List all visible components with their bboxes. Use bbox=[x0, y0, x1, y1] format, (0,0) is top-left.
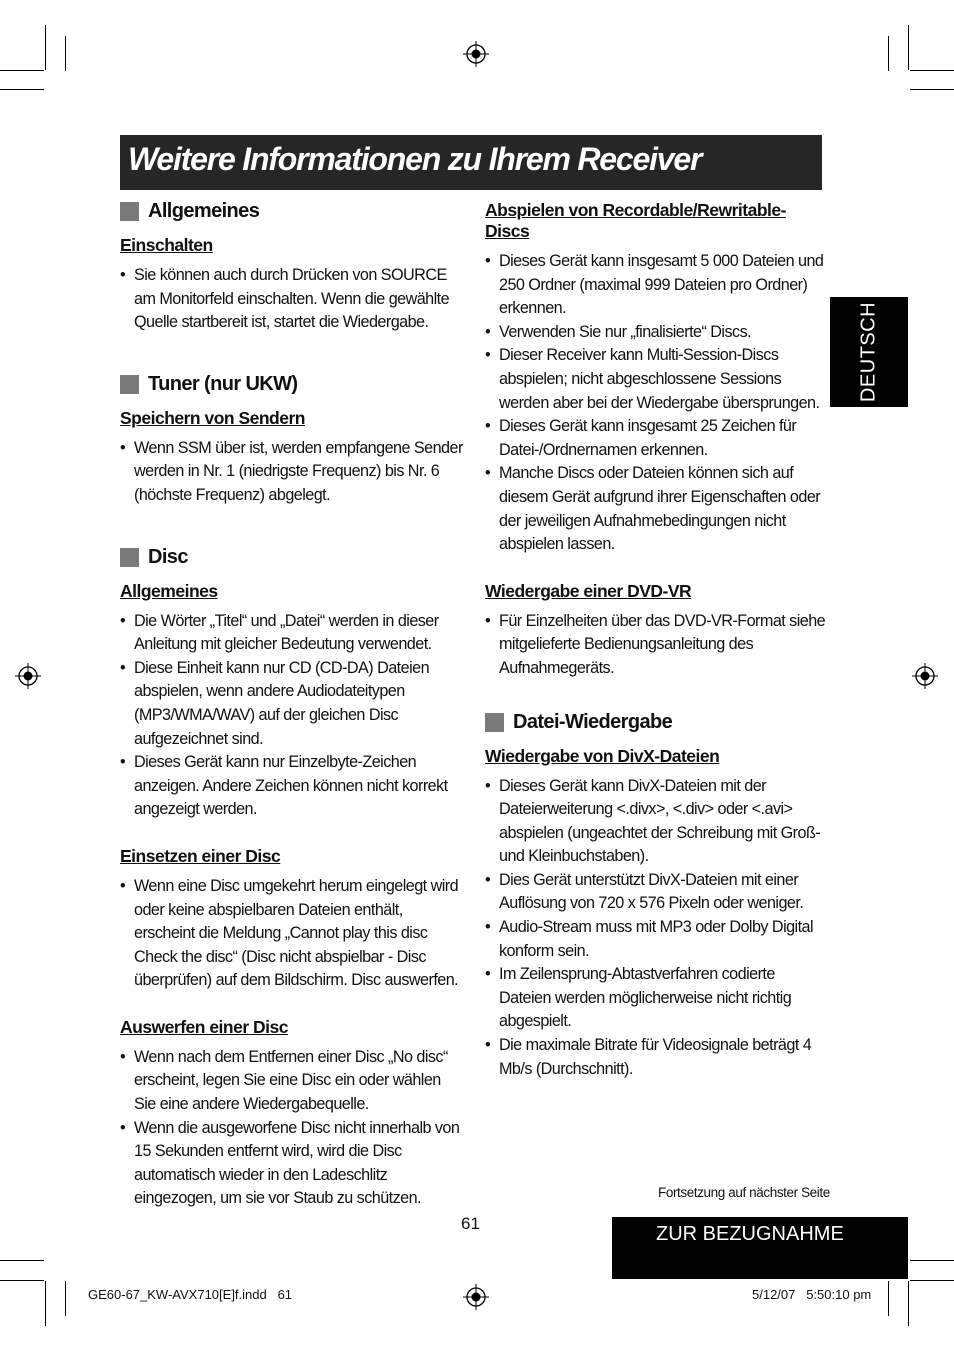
list-item: • Dieser Receiver kann Multi-Session-Discs abspielen; nicht abgeschlossene Sessions werden aber bei der Wiedergabe übersprungen. bbox=[485, 344, 830, 415]
bullet-list bbox=[120, 264, 465, 335]
bullet-list bbox=[485, 775, 830, 1082]
list-item: • Verwenden Sie nur „finalisierte“ Discs. bbox=[485, 321, 830, 345]
registration-mark-icon bbox=[912, 663, 938, 689]
crop-mark bbox=[910, 89, 954, 90]
list-item: • Die Wörter „Titel“ und „Datei“ werden in dieser Anleitung mit gleicher Bedeutung verwendet. bbox=[120, 610, 465, 657]
list-item: • Audio-Stream muss mit MP3 oder Dolby Digital konform sein. bbox=[485, 916, 830, 963]
list-item: • Wenn die ausgeworfene Disc nicht innerhalb von 15 Sekunden entfernt wird, wird die Disc automatisch wieder in den Ladeschlitz eingezogen, um sie vor Staub zu schützen. bbox=[120, 1117, 465, 1211]
registration-mark-icon bbox=[463, 41, 489, 67]
left-column bbox=[120, 200, 465, 1235]
right-column bbox=[485, 200, 830, 1105]
crop-mark bbox=[65, 36, 66, 71]
crop-mark bbox=[45, 25, 46, 70]
registration-mark-icon bbox=[463, 1284, 489, 1310]
section-heading-disc: Disc bbox=[120, 546, 465, 569]
subheading-einschalten: Einschalten bbox=[120, 235, 213, 255]
subheading-dvdvr: Wiedergabe einer DVD-VR bbox=[485, 580, 692, 601]
registration-mark-icon bbox=[15, 663, 41, 689]
language-tab-label: DEUTSCH bbox=[857, 301, 880, 403]
section-heading-datei: Datei-Wiedergabe bbox=[485, 711, 830, 734]
subheading-speichern: Speichern von Sendern bbox=[120, 407, 305, 428]
reference-tab-label: ZUR BEZUGNAHME bbox=[656, 1223, 844, 1245]
subheading-einsetzen: Einsetzen einer Disc bbox=[120, 845, 281, 866]
crop-mark bbox=[45, 1281, 46, 1326]
reference-tab bbox=[612, 1217, 908, 1279]
list-item: • Dieses Gerät kann insgesamt 25 Zeichen für Datei-/Ordnernamen erkennen. bbox=[485, 415, 830, 462]
list-item: • Im Zeilensprung-Abtastverfahren codierte Dateien werden möglicherweise nicht richtig abgespielt. bbox=[485, 963, 830, 1034]
crop-mark bbox=[908, 1281, 909, 1326]
bullet-list bbox=[120, 437, 465, 508]
list-item: • Dieses Gerät kann insgesamt 5 000 Dateien und 250 Ordner (maximal 999 Dateien pro Ordner) erkennen. bbox=[485, 250, 830, 321]
crop-mark bbox=[0, 70, 44, 71]
list-item: • Sie können auch durch Drücken von SOURCE am Monitorfeld einschalten. Wenn die gewählte Quelle startbereit ist, startet die Wiedergabe. bbox=[120, 264, 465, 335]
crop-mark bbox=[0, 1280, 44, 1281]
subheading-recordable: Abspielen von Recordable/Rewritable-Discs bbox=[485, 200, 786, 241]
bullet-list bbox=[485, 250, 830, 557]
crop-mark bbox=[910, 70, 954, 71]
page-title: Weitere Informationen zu Ihrem Receiver bbox=[128, 141, 702, 177]
crop-mark bbox=[888, 36, 889, 71]
crop-mark bbox=[910, 1260, 954, 1261]
list-item: • Manche Discs oder Dateien können sich auf diesem Gerät aufgrund ihrer Eigenschaften oder der jeweiligen Aufnahmebedingungen nicht abspielen lassen. bbox=[485, 462, 830, 556]
list-item: • Für Einzelheiten über das DVD-VR-Format siehe mitgelieferte Bedienungsanleitung des Aufnahmegeräts. bbox=[485, 610, 830, 681]
crop-mark bbox=[910, 1280, 954, 1281]
list-item: • Dieses Gerät kann nur Einzelbyte-Zeichen anzeigen. Andere Zeichen können nicht korrekt angezeigt werden. bbox=[120, 751, 465, 822]
section-square-icon bbox=[120, 375, 139, 394]
subheading-auswerfen: Auswerfen einer Disc bbox=[120, 1016, 288, 1037]
list-item: • Diese Einheit kann nur CD (CD-DA) Dateien abspielen, wenn andere Audiodateitypen (MP3/WMA/WAV) auf der gleichen Disc aufgezeichnet sind. bbox=[120, 657, 465, 751]
list-item: • Die maximale Bitrate für Videosignale beträgt 4 Mb/s (Durchschnitt). bbox=[485, 1034, 830, 1081]
continued-note: Fortsetzung auf nächster Seite bbox=[658, 1185, 830, 1200]
crop-mark bbox=[888, 1281, 889, 1316]
subheading-disc-allgemeines: Allgemeines bbox=[120, 580, 218, 601]
list-item: • Wenn nach dem Entfernen einer Disc „No disc“ erscheint, legen Sie eine Disc ein oder wählen Sie eine andere Wiedergabequelle. bbox=[120, 1046, 465, 1117]
bullet-list bbox=[485, 610, 830, 681]
bullet-list bbox=[120, 1046, 465, 1211]
language-tab bbox=[830, 297, 908, 407]
footer-timestamp: 5/12/07 5:50:10 pm bbox=[752, 1287, 872, 1302]
section-square-icon bbox=[485, 713, 504, 732]
list-item: • Wenn SSM über ist, werden empfangene Sender werden in Nr. 1 (niedrigste Frequenz) bis Nr. 6 (höchste Frequenz) abgelegt. bbox=[120, 437, 465, 508]
bullet-list bbox=[120, 610, 465, 822]
crop-mark bbox=[65, 1281, 66, 1316]
crop-mark bbox=[0, 1260, 44, 1261]
section-heading-allgemeines: Allgemeines bbox=[120, 200, 465, 223]
list-item: • Dieses Gerät kann DivX-Dateien mit der Dateierweiterung <.divx>, <.div> oder <.avi> abspielen (ungeachtet der Schreibung mit Groß- und Kleinbuchstaben). bbox=[485, 775, 830, 869]
list-item: • Wenn eine Disc umgekehrt herum eingelegt wird oder keine abspielbaren Dateien enthält, erscheint die Meldung „Cannot play this disc Check the disc“ (Disc nicht abspielbar - Disc überprüfen) auf dem Bildschirm. Disc auswerfen. bbox=[120, 875, 465, 993]
crop-mark bbox=[0, 89, 44, 90]
section-heading-tuner: Tuner (nur UKW) bbox=[120, 373, 465, 396]
bullet-list bbox=[120, 875, 465, 993]
title-bar bbox=[120, 135, 822, 190]
footer-file-info: GE60-67_KW-AVX710[E]f.indd 61 bbox=[88, 1287, 293, 1302]
page-number: 61 bbox=[461, 1214, 480, 1233]
section-square-icon bbox=[120, 548, 139, 567]
list-item: • Dies Gerät unterstützt DivX-Dateien mit einer Auflösung von 720 x 576 Pixeln oder weniger. bbox=[485, 869, 830, 916]
crop-mark bbox=[908, 25, 909, 70]
subheading-divx: Wiedergabe von DivX-Dateien bbox=[485, 745, 720, 766]
section-square-icon bbox=[120, 202, 139, 221]
